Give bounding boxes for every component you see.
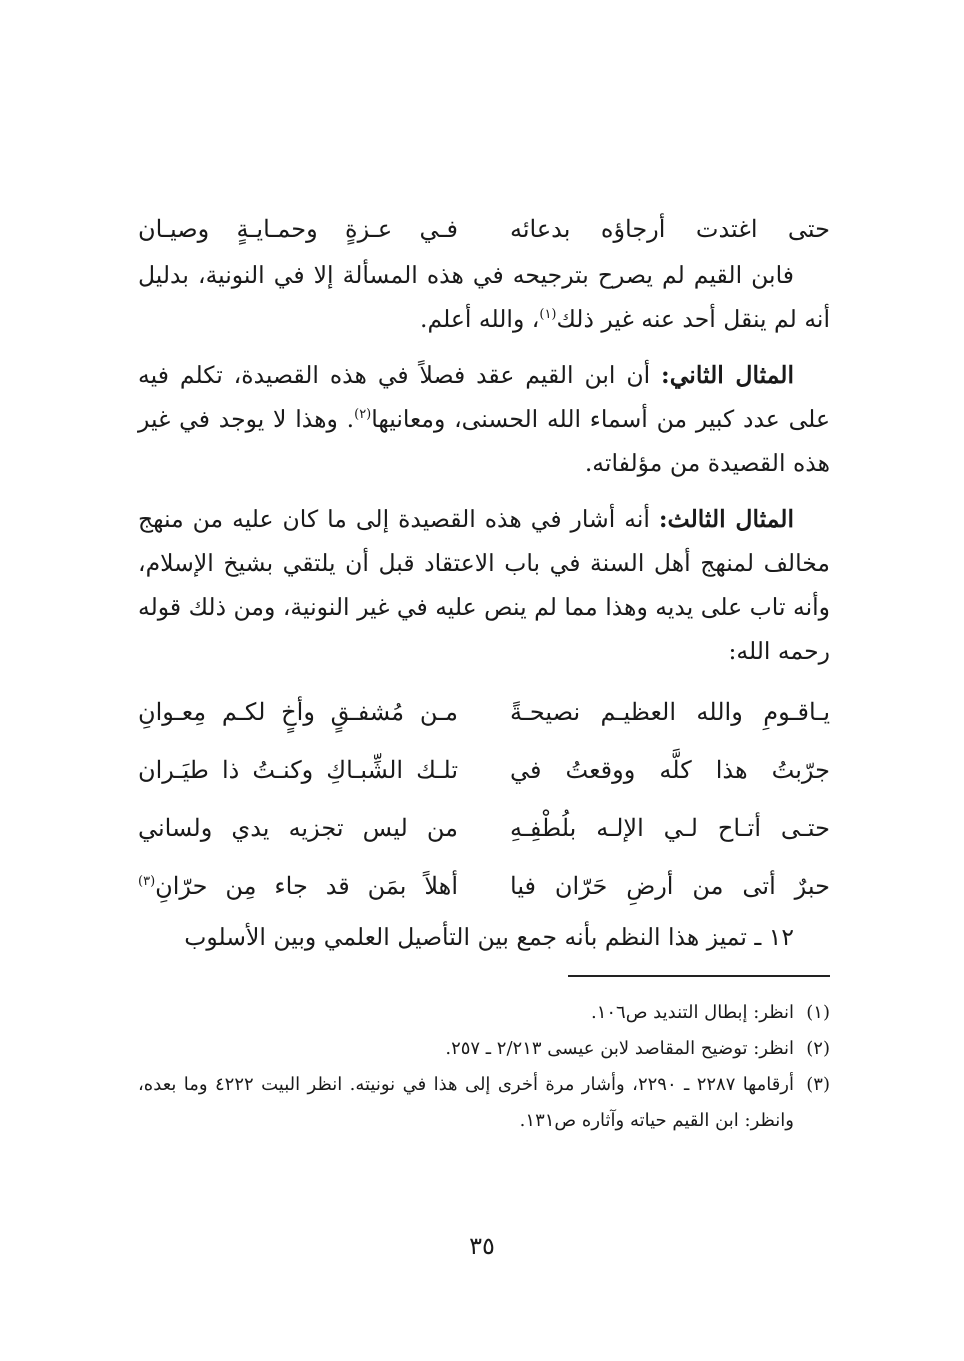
paragraph-1	[138, 253, 830, 341]
poem-verse	[138, 741, 830, 799]
footnote-number: (٣)	[806, 1074, 830, 1095]
paragraph-2-text: أن ابن القيم عقد فصلاً في هذه القصيدة، تكلم فيه على عدد كبير من أسماء الله الحسنى، ومعانيها	[138, 361, 830, 433]
paragraph-3-text: أنه أشار في هذه القصيدة إلى ما كان عليه من منهج مخالف لمنهج أهل السنة في باب الاعتقاد قبل أن يلتقي بشيخ الإسلام، وأنه تاب على يديه وهذا مما لم ينص عليه في غير النونية، ومن ذلك قوله رحمه الله:	[138, 505, 830, 665]
footnote	[138, 1067, 830, 1139]
page-number: ٣٥	[469, 1232, 495, 1260]
footnote	[138, 995, 830, 1031]
poem-verse	[138, 683, 830, 741]
footnote-ref-1: (١)	[539, 307, 557, 323]
paragraph-1-tail: ، والله أعلم.	[419, 305, 540, 333]
verse-first-hemistich: حبرٌ أتى من أرضِ حَرّان فيا	[510, 872, 830, 900]
footnote-divider	[568, 975, 830, 977]
example-3-heading: المثال الثالث:	[658, 505, 794, 533]
poem-verse	[138, 799, 830, 857]
verse-second-hemistich: مـن مُشفـقٍ وأخٍ لكـم مِعـوانِ	[138, 698, 458, 726]
footnote-text: انظر: توضيح المقاصد لابن عيسى ٢/٢١٣ ـ ٢٥٧.	[445, 1038, 794, 1059]
footnotes	[138, 995, 830, 1139]
footnote-text: انظر: إبطال التنديد ص١٠٦.	[590, 1002, 794, 1023]
footnote-number: (٢)	[806, 1038, 830, 1059]
paragraph-2	[138, 353, 830, 485]
footnote-ref-3: (٣)	[138, 874, 156, 889]
paragraph-4: ١٢ ـ تميز هذا النظم بأنه جمع بين التأصيل العلمي وبين الأسلوب	[184, 923, 794, 951]
example-2-heading: المثال الثاني:	[661, 361, 794, 389]
verse-first-hemistich: يـاقـومِ والله العظيـم نصيحـةً	[510, 698, 830, 726]
top-verse	[138, 205, 830, 253]
verse-first-hemistich: حتـى أتـاح لـي الإلـه بلُطْفِـهِ	[510, 814, 830, 842]
verse-second-hemistich: فـي عـزةٍ وحمـايـةٍ وصيـان	[138, 215, 458, 243]
footnote-number: (١)	[806, 1002, 830, 1023]
paragraph-3	[138, 497, 830, 673]
footnote-text: أرقامها ٢٢٨٧ ـ ٢٢٩٠، وأشار مرة أخرى إلى هذا في نونيته. انظر البيت ٤٢٢٢ وما بعده، وانظر: ابن القيم حياته وآثاره ص١٣١.	[138, 1074, 794, 1131]
paragraph-1-text: فابن القيم لم يصرح بترجيحه في هذه المسألة إلا في النونية، بدليل أنه لم ينقل أحد عنه غير ذلك	[138, 261, 830, 333]
verse-second-hemistich-text: أهلاً بمَن قد جاء مِن حرّانِ	[155, 872, 458, 900]
paragraph-2-tail: . وهذا لا يوجد في غير هذه القصيدة من مؤلفاته.	[138, 405, 830, 477]
poem	[138, 683, 830, 915]
page-body	[138, 205, 830, 1139]
footnote	[138, 1031, 830, 1067]
verse-second-hemistich: من ليس تجزيه يدي ولساني	[138, 814, 458, 842]
poem-verse	[138, 857, 830, 915]
verse-first-hemistich: حتى اغتدت أرجاؤه بدعائه	[510, 215, 830, 243]
verse-second-hemistich: تلـك الشِّبـاكِ وكنـتُ ذا طيَـران	[138, 756, 458, 784]
verse-first-hemistich: جرّبتُ هذا كلَّه ووقعتُ في	[510, 756, 830, 784]
footnote-ref-2: (٢)	[354, 407, 372, 423]
verse-second-hemistich	[138, 869, 458, 903]
